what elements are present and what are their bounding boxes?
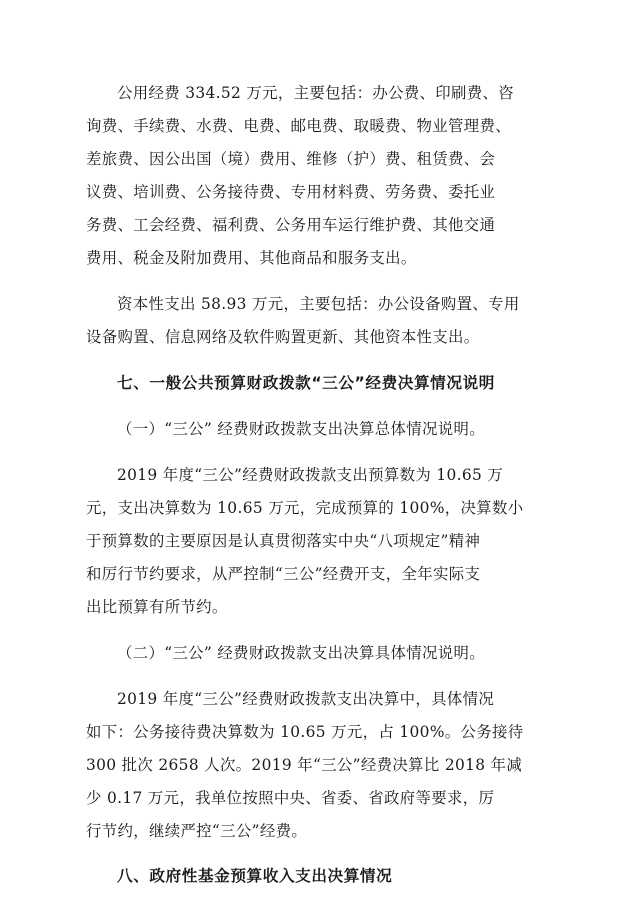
text-line: 费用、税金及附加费用、其他商品和服务支出。 <box>86 249 417 267</box>
text-line: 于预算数的主要原因是认真贯彻落实中央“八项规定”精神 <box>86 532 481 550</box>
text-line: 少 0.17 万元，我单位按照中央、省委、省政府等要求，厉 <box>86 789 495 807</box>
subheading-detail: （二）“三公” 经费财政拨款支出决算具体情况说明。 <box>117 644 485 662</box>
text-line: 设备购置、信息网络及软件购置更新、其他资本性支出。 <box>86 328 480 346</box>
text-line: 2019 年度“三公”经费财政拨款支出预算数为 10.65 万 <box>117 466 504 484</box>
text-line: 资本性支出 58.93 万元，主要包括：办公设备购置、专用 <box>117 295 520 313</box>
text-line: 行节约，继续严控“三公”经费。 <box>86 822 308 840</box>
section-heading-seven: 七、一般公共预算财政拨款“三公”经费决算情况说明 <box>117 374 495 392</box>
text-line: 300 批次 2658 人次。2019 年“三公”经费决算比 2018 年减 <box>86 756 523 774</box>
text-line: 2019 年度“三公”经费财政拨款支出决算中，具体情况 <box>117 690 495 708</box>
text-line: 如下：公务接待费决算数为 10.65 万元，占 100%。公务接待 <box>86 723 524 741</box>
text-line: 公用经费 334.52 万元，主要包括：办公费、印刷费、咨 <box>117 84 514 102</box>
text-line: 务费、工会经费、福利费、公务用车运行维护费、其他交通 <box>86 216 496 234</box>
subheading-overall: （一）“三公” 经费财政拨款支出决算总体情况说明。 <box>117 420 485 438</box>
text-line: 出比预算有所节约。 <box>86 598 228 616</box>
text-line: 议费、培训费、公务接待费、专用材料费、劳务费、委托业 <box>86 183 496 201</box>
text-line: 和厉行节约要求，从严控制“三公”经费开支，全年实际支 <box>86 565 481 583</box>
text-line: 差旅费、因公出国（境）费用、维修（护）费、租赁费、会 <box>86 150 496 168</box>
section-heading-eight: 八、政府性基金预算收入支出决算情况 <box>117 867 393 885</box>
text-line: 元，支出决算数为 10.65 万元，完成预算的 100%，决算数小 <box>86 499 524 517</box>
text-line: 询费、手续费、水费、电费、邮电费、取暖费、物业管理费、 <box>86 117 511 135</box>
